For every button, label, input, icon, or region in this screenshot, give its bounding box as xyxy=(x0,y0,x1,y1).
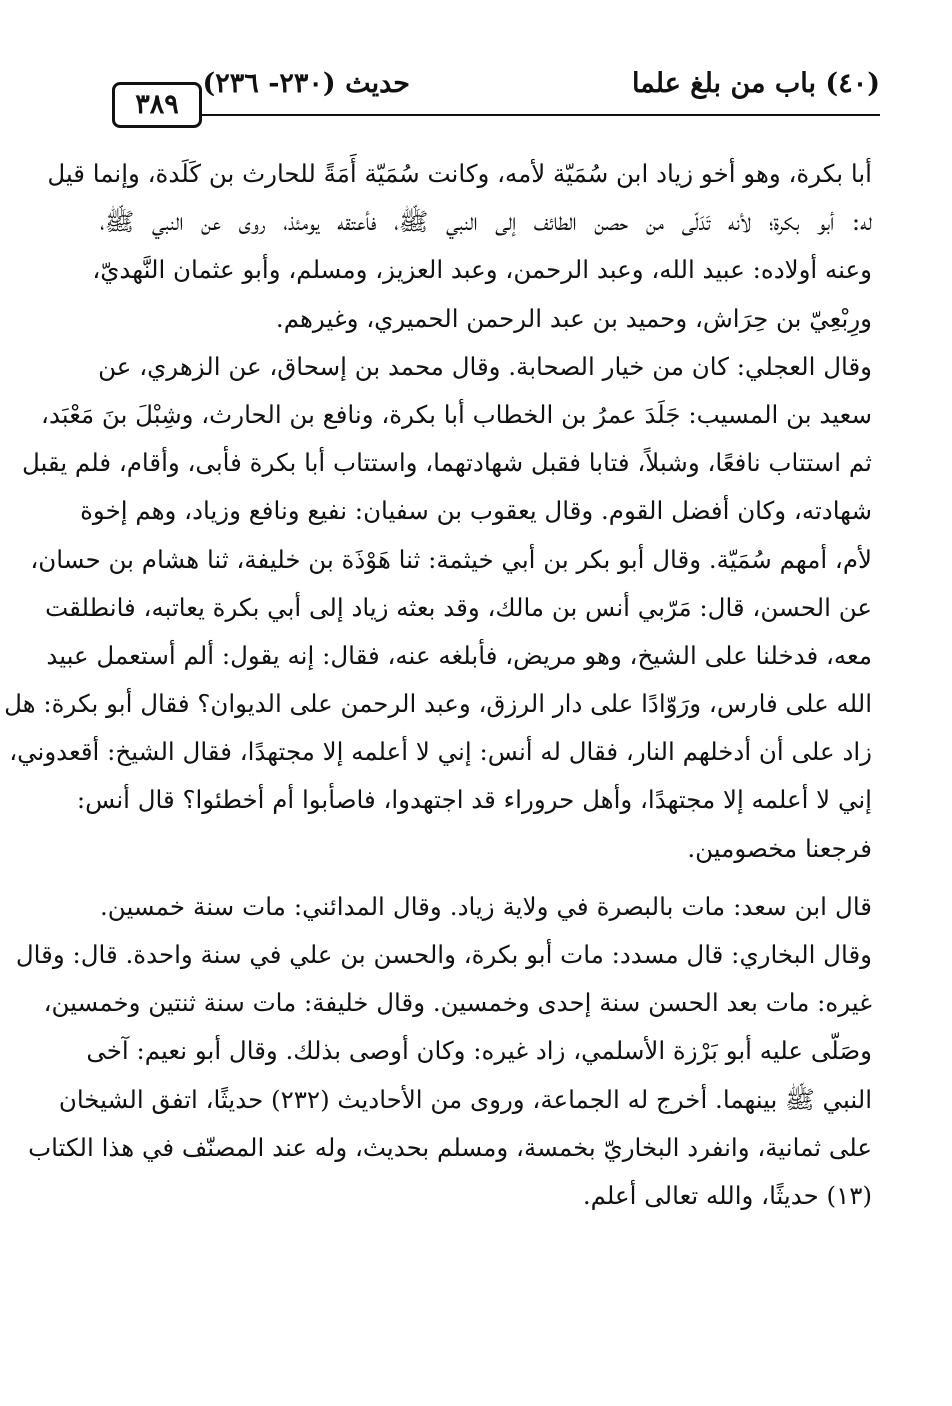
paragraph xyxy=(47,150,872,343)
text-line: لأم، أمهم سُمَيّة. وقال أبو بكر بن أبي خيثمة: ثنا هَوْذَة بن خليفة، ثنا هشام بن حسان، xyxy=(30,544,872,574)
text-line: على ثمانية، وانفرد البخاريّ بخمسة، ومسلم بحديث، وله عند المصنّف في هذا الكتاب xyxy=(28,1132,872,1162)
paragraph-gap xyxy=(100,873,872,883)
page-number: ٣٨٩ xyxy=(112,82,202,128)
paragraph xyxy=(4,343,872,873)
text-line: ثم استتاب نافعًا، وشبلاً، فتابا فقبل شهادتهما، واستتاب أبا بكرة فأبى، وأقام، فلم يقبل xyxy=(21,448,872,478)
text-line: سعيد بن المسيب: جَلَدَ عمرُ بن الخطاب أبا بكرة، ونافع بن الحارث، وشِبْلَ بنَ مَعْبَد، xyxy=(41,399,872,429)
text-line: (١٣) حديثًا، والله تعالى أعلم. xyxy=(582,1180,872,1210)
text-line: وصَلّى عليه أبو بَرْزة الأسلمي، زاد غيره: وكان أوصى بذلك. وقال أبو نعيم: آخى xyxy=(86,1036,872,1066)
text-line: وقال البخاري: قال مسدد: مات أبو بكرة، والحسن بن علي في سنة واحدة. قال: وقال xyxy=(15,940,872,969)
body-text xyxy=(4,150,872,1220)
hadith-range: حديث (٢٣٠- ٢٣٦) xyxy=(202,68,410,99)
text-line: وقال العجلي: كان من خيار الصحابة. وقال محمد بن إسحاق، عن الزهري، عن xyxy=(98,351,872,381)
text-line: إني لا أعلمه إلا مجتهدًا، وأهل حروراء قد اجتهدوا، فاصأبوا أم أخطئوا؟ قال أنس: xyxy=(76,785,872,815)
text-line: فرجعنا مخصومين. xyxy=(687,833,872,863)
text-line: أبا بكرة، وهو أخو زياد ابن سُمَيّة لأمه، وكانت سُمَيّة أَمَةً للحارث بن كَلَدة، وإنما قيل xyxy=(47,159,872,188)
text-line: له: أبو بكرة؛ لأنه تَدَلّى من حصن الطائف إلى النبي ﷺ، فأعتقه يومئذ، روى عن النبي ﷺ، xyxy=(100,207,872,237)
text-line: شهادته، وكان أفضل القوم. وقال يعقوب بن سفيان: نفيع ونافع وزياد، وهم إخوة xyxy=(80,496,872,526)
text-line: الله على فارس، ورَوّادًا على دار الرزق، وعبد الرحمن على الديوان؟ فقال أبو بكرة: هل xyxy=(4,689,872,719)
text-line: ورِبْعِيّ بن حِرَاش، وحميد بن عبد الرحمن الحميري، وغيرهم. xyxy=(275,303,872,333)
text-line: عن الحسن، قال: مَرّبي أنس بن مالك، وقد بعثه زياد إلى أبي بكرة يعاتبه، فانطلقت xyxy=(45,592,872,622)
text-line: زاد على أن أدخلهم النار، فقال له أنس: إني لا أعلمه إلا مجتهدًا، فقال الشيخ: أقعدوني، xyxy=(9,737,872,767)
text-line: وعنه أولاده: عبيد الله، وعبد الرحمن، وعبد العزيز، ومسلم، وأبو عثمان النَّهديّ، xyxy=(92,255,872,285)
page-header xyxy=(100,66,880,126)
text-line: غيره: مات بعد الحسن سنة إحدى وخمسين. وقال خليفة: مات سنة ثنتين وخمسين، xyxy=(43,988,872,1018)
text-line: معه، فدخلنا على الشيخ، وهو مريض، فأبلغه عنه، فقال: إنه يقول: ألم أستعمل عبيد xyxy=(46,640,872,670)
text-line: قال ابن سعد: مات بالبصرة في ولاية زياد. وقال المدائني: مات سنة خمسين. xyxy=(100,891,872,921)
text-line: النبي ﷺ بينهما. أخرج له الجماعة، وروى من الأحاديث (٢٣٢) حديثًا، اتفق الشيخان xyxy=(58,1084,872,1114)
paragraph xyxy=(15,883,872,1220)
chapter-title: (٤٠) باب من بلغ علما xyxy=(631,68,880,99)
header-rule xyxy=(182,114,880,116)
